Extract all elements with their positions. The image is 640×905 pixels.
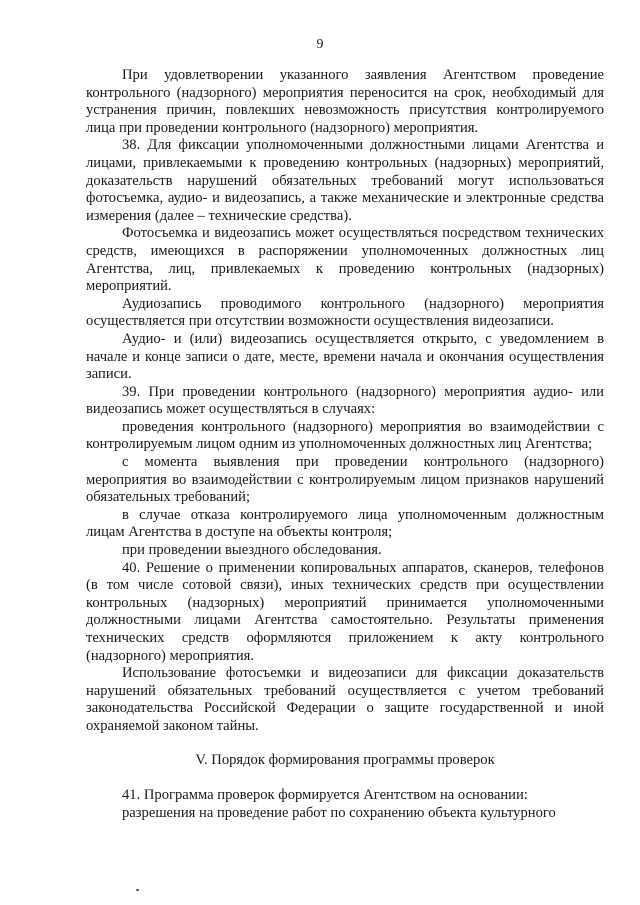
paragraph: Аудио- и (или) видеозапись осуществляется открыто, с уведомлением в начале и конце записи о дате, месте, времени начала и окончания осуществления записи. <box>86 330 604 383</box>
paragraph: при проведении выездного обследования. <box>122 542 382 559</box>
page-number: 9 <box>316 37 324 52</box>
paragraph: 41. Программа проверок формируется Агентством на основании: <box>122 787 528 804</box>
paragraph: проведения контрольного (надзорного) мероприятия во взаимодействии с контролируемым лицом одним из уполномоченных должностных лиц Агентства; <box>86 418 604 453</box>
document-body <box>86 67 604 822</box>
paragraph: При удовлетворении указанного заявления Агентством проведение контрольного (надзорного) мероприятия переносится на срок, необходимый для устранения причин, повлекших невозможность присутствия контролируемого лица при проведении контрольного (надзорного) мероприятия. <box>86 67 604 136</box>
paragraph: Фотосъемка и видеозапись может осуществляться посредством технических средств, имеющихся в распоряжении уполномоченных должностных лиц Агентства, лиц, привлекаемых к проведению контрольных (надзорных) мероприятий. <box>86 225 604 295</box>
paragraph: Аудиозапись проводимого контрольного (надзорного) мероприятия осуществляется при отсутствии возможности осуществления видеозаписи. <box>86 295 604 330</box>
scan-artifact <box>136 889 139 891</box>
paragraph: с момента выявления при проведении контрольного (надзорного) мероприятия во взаимодействии с контролируемым лицом признаков нарушений обязательных требований; <box>86 454 604 506</box>
paragraph: разрешения на проведение работ по сохранению объекта культурного <box>122 804 556 821</box>
paragraph: 39. При проведении контрольного (надзорного) мероприятия аудио- или видеозапись может осуществляться в случаях: <box>86 383 604 418</box>
paragraph: Использование фотосъемки и видеозаписи для фиксации доказательств нарушений обязательных требований осуществляется с учетом требований законодательства Российской Федерации о защите государственной и иной охраняемой законом тайны. <box>86 665 604 734</box>
paragraph: 38. Для фиксации уполномоченными должностными лицами Агентства и лицами, привлекаемыми к проведению контрольных (надзорных) мероприятий, доказательств нарушений обязательных требований могут использоваться фотосъемка, аудио- и видеозапись, а также механические и электронные средства измерения (далее – технические средства). <box>86 137 604 224</box>
paragraph: 40. Решение о применении копировальных аппаратов, сканеров, телефонов (в том числе сотовой связи), иных технических средств при осуществлении контрольных (надзорных) мероприятий принимается уполномоченными должностными лицами Агентства самостоятельно. Результаты применения технических средств оформляются приложением к акту контрольного (надзорного) мероприятия. <box>86 559 604 664</box>
section-heading: V. Порядок формирования программы проверок <box>195 751 495 768</box>
paragraph: в случае отказа контролируемого лица уполномоченным должностным лицам Агентства в доступе на объекты контроля; <box>86 506 604 541</box>
